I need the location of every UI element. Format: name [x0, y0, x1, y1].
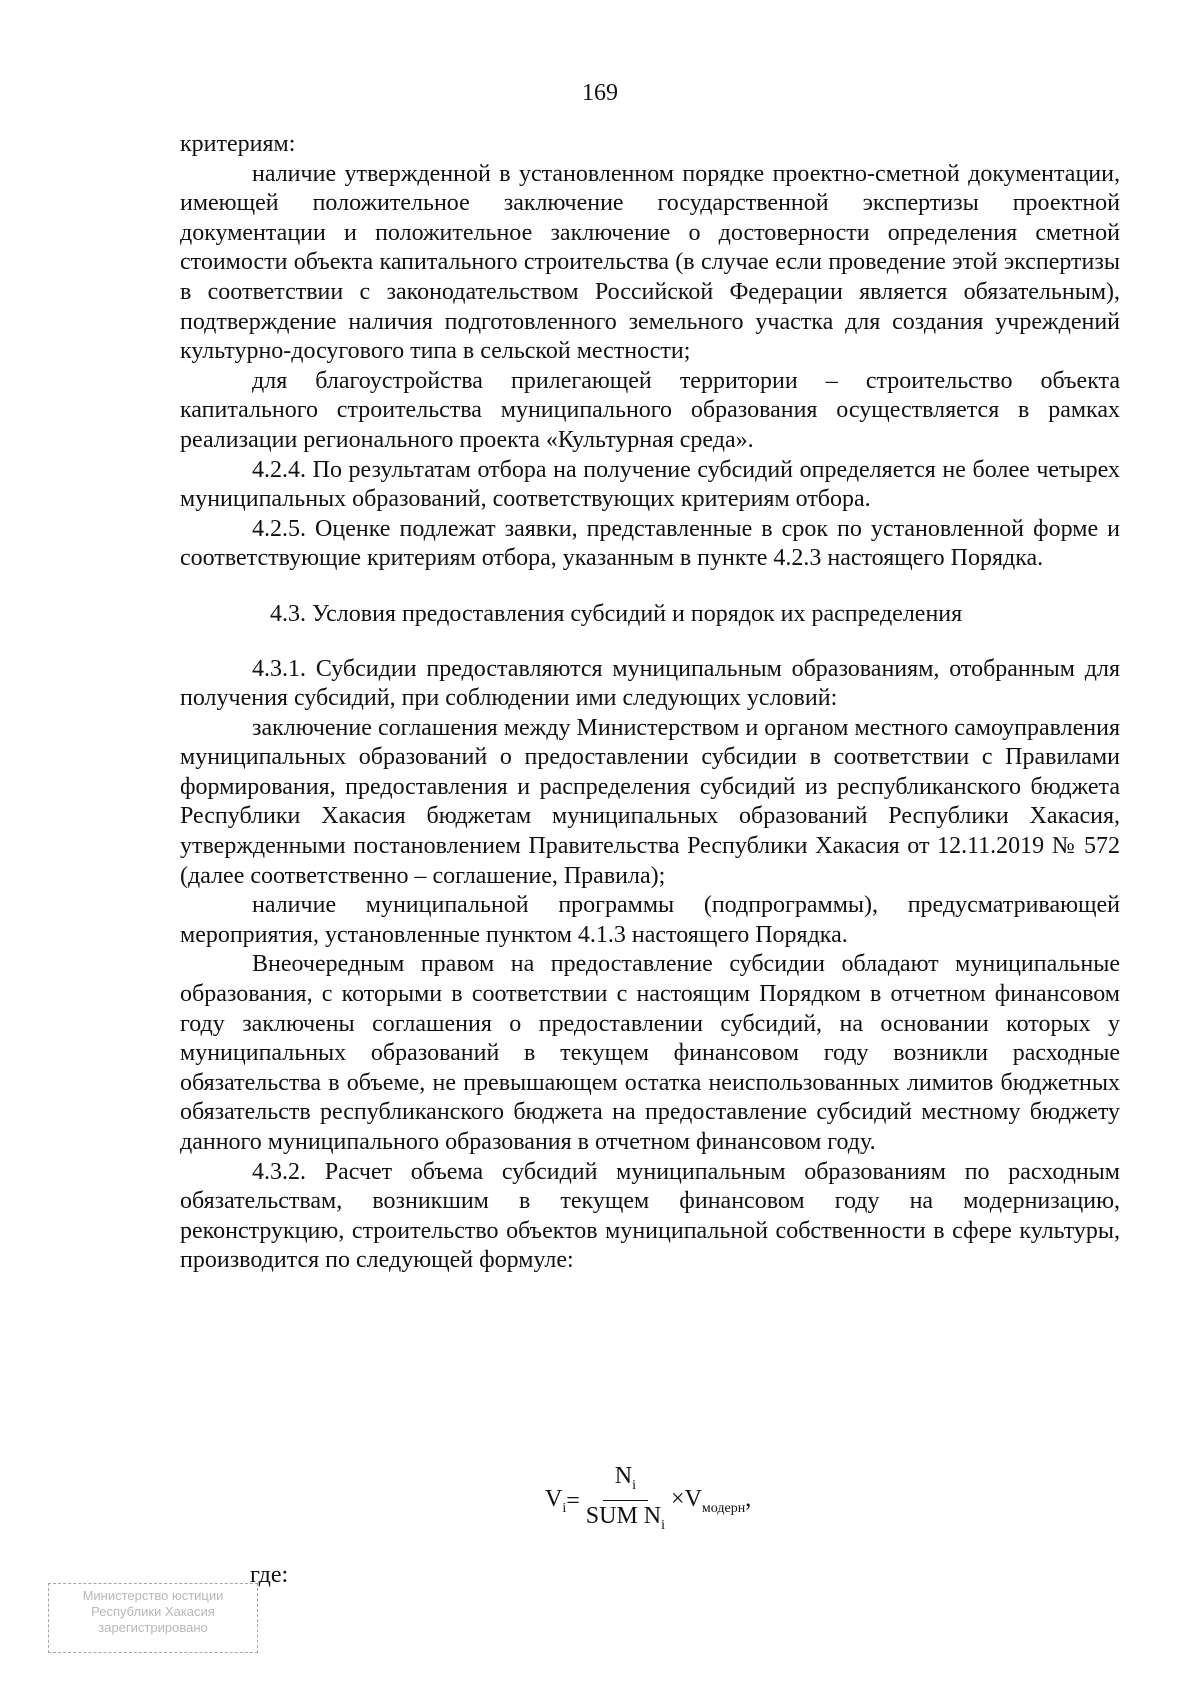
stamp-line: Министерство юстиции [82, 1588, 224, 1603]
paragraph: критериям: [180, 131, 296, 157]
registration-stamp [48, 1583, 258, 1653]
page-number: 169 [582, 80, 618, 106]
formula [545, 1462, 751, 1541]
where-label: где: [250, 1562, 289, 1588]
paragraph: для благоустройства прилегающей территории – строительство объекта капитального строительства муниципального образования осуществляется в рамках реализации регионального проекта «Культурная среда». [180, 367, 1120, 453]
paragraph: 4.3.1. Субсидии предоставляются муниципальным образованиям, отобранным для получения субсидий, при соблюдении ими следующих условий: [180, 655, 1120, 712]
section-heading: 4.3. Условия предоставления субсидий и порядок их распределения [270, 600, 963, 627]
formula-fraction [586, 1462, 665, 1541]
paragraph: наличие муниципальной программы (подпрограммы), предусматривающей мероприятия, установленные пунктом 4.1.3 настоящего Порядка. [180, 892, 1120, 948]
stamp-line: зарегистрировано [98, 1620, 208, 1635]
paragraph: 4.3.2. Расчет объема субсидий муниципальным образованиям по расходным обязательствам, возникшим в текущем финансовом году на модернизацию, реконструкцию, строительство объектов муниципальной собственности в сфере культуры, производится по следующей формуле: [180, 1158, 1120, 1274]
paragraph: 4.2.4. По результатам отбора на получение субсидий определяется не более четырех муниципальных образований, соответствующих критериям отбора. [180, 456, 1120, 513]
formula-tail: $\times V_{модерн}$, [671, 1486, 752, 1516]
formula-denominator: SUM $N_i$ [585, 1503, 666, 1533]
paragraph: 4.2.5. Оценке подлежат заявки, представленные в срок по установленной форме и соответствующие критериям отбора, указанным в пункте 4.2.3 настоящего Порядка. [180, 515, 1120, 572]
formula-lhs: $V_i$ [545, 1486, 567, 1516]
formula-equals: = [566, 1488, 580, 1514]
formula-numerator: $N_i$ [603, 1462, 648, 1501]
stamp-line: Республики Хакасия [91, 1604, 215, 1619]
paragraph: Внеочередным правом на предоставление субсидии обладают муниципальные образования, с которыми в соответствии с настоящим Порядком в отчетном финансовом году заключены соглашения о предоставлении субсидий, на основании которых у муниципальных образований в текущем финансовом году возникли расходные обязательства в объеме, не превышающем остатка неиспользованных лимитов бюджетных обязательств республиканского бюджета на предоставление субсидий местному бюджету данного муниципального образования в отчетном финансовом году. [180, 951, 1120, 1155]
paragraph: наличие утвержденной в установленном порядке проектно-сметной документации, имеющей положительное заключение государственной экспертизы проектной документации и положительное заключение о достоверности определения сметной стоимости объекта капитального строительства (в случае если проведение этой экспертизы в соответствии с законодательством Российской Федерации является обязательным), подтверждение наличия подготовленного земельного участка для создания учреждений культурно-досугового типа в сельской местности; [180, 160, 1120, 365]
paragraph: заключение соглашения между Министерством и органом местного самоуправления муниципальных образований о предоставлении субсидии в соответствии с Правилами формирования, предоставления и распределения субсидий из республиканского бюджета Республики Хакасия бюджетам муниципальных образований Республики Хакасия, утвержденными постановлением Правительства Республики Хакасия от 12.11.2019 № 572 (далее соответственно – соглашение, Правила); [180, 714, 1120, 889]
document-body [180, 130, 1120, 1276]
